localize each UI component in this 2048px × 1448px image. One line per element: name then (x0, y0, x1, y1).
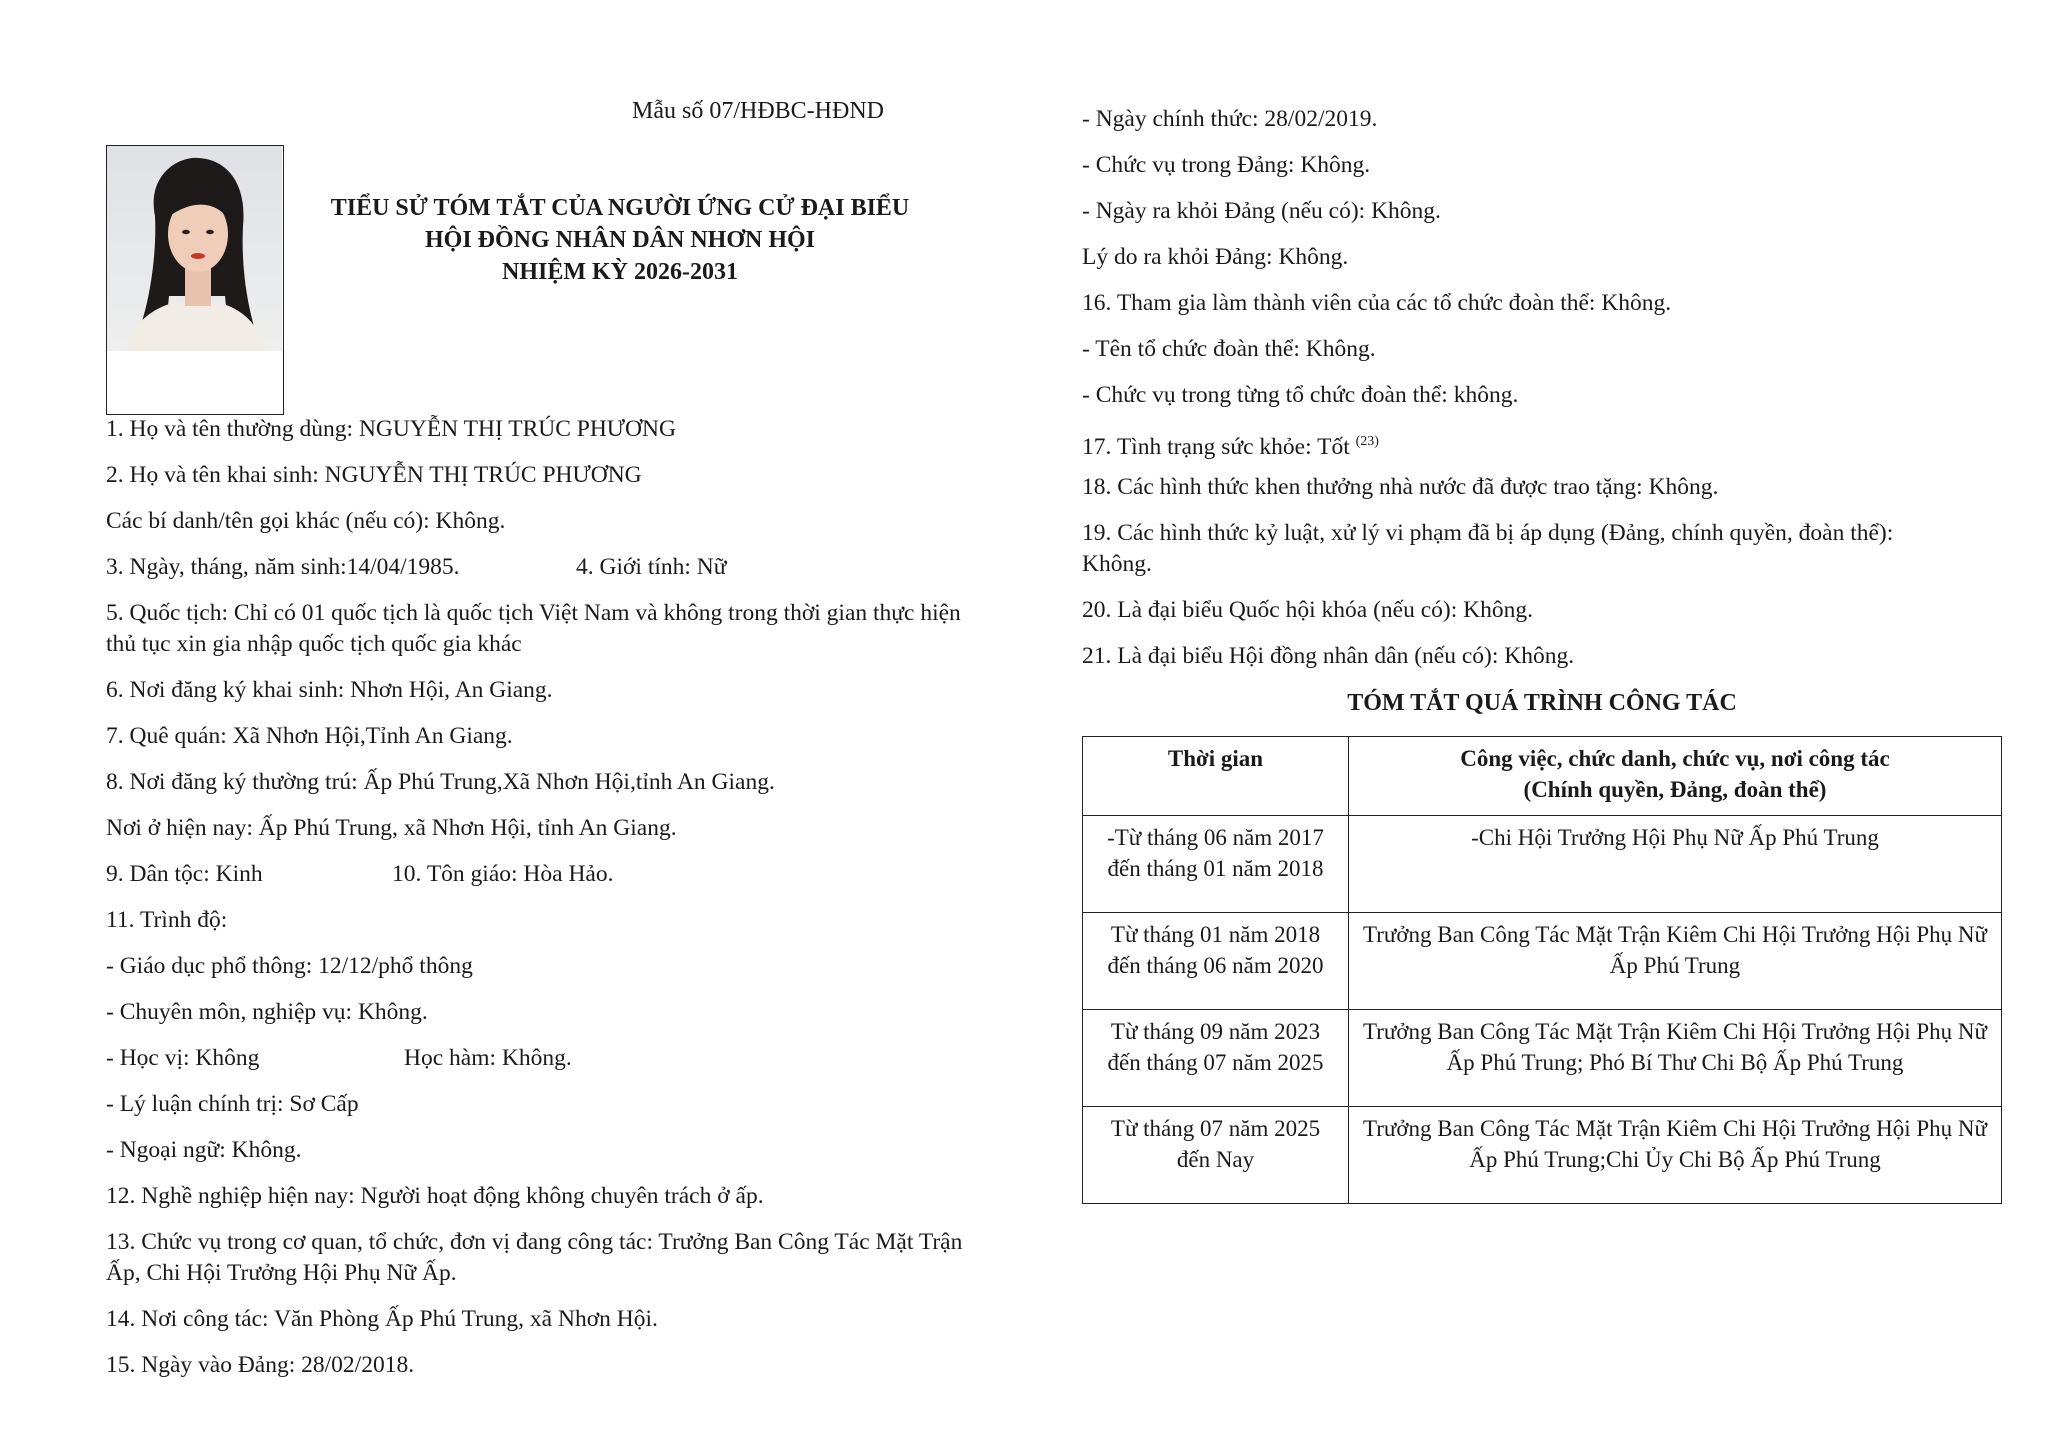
time-cell (1083, 1010, 1349, 1107)
field-religion: 10. Tôn giáo: Hòa Hảo. (392, 861, 614, 887)
field-degree: - Học vị: Không (106, 1045, 260, 1071)
field-discipline: 19. Các hình thức kỷ luật, xử lý vi phạm đã bị áp dụng (Đảng, chính quyền, đoàn thể): Không. (1082, 520, 1894, 577)
field-ethnicity: 9. Dân tộc: Kinh (106, 861, 263, 887)
portrait-silhouette (107, 146, 282, 351)
table-row (1083, 913, 2002, 1010)
work-cell: Trưởng Ban Công Tác Mặt Trận Kiêm Chi Hội Trưởng Hội Phụ Nữ Ấp Phú Trung; Phó Bí Thư Chi Bộ Ấp Phú Trung (1349, 1010, 2002, 1107)
form-code: Mẫu số 07/HĐBC-HĐND (632, 98, 884, 124)
table-row (1083, 1010, 2002, 1107)
field-party-join-date: 15. Ngày vào Đảng: 28/02/2018. (106, 1352, 415, 1378)
field-position: 13. Chức vụ trong cơ quan, tổ chức, đơn vị đang công tác: Trưởng Ban Công Tác Mặt Trận Ấp, Chi Hội Trưởng Hội Phụ Nữ Ấp. (106, 1229, 963, 1286)
time-cell (1083, 816, 1349, 913)
column-header-time: Thời gian (1083, 737, 1349, 816)
footnote-marker: (23) (1355, 434, 1379, 449)
field-common-name: 1. Họ và tên thường dùng: NGUYỄN THỊ TRÚC PHƯƠNG (106, 416, 676, 442)
time-end: đến Nay (1176, 1147, 1255, 1172)
work-cell: -Chi Hội Trưởng Hội Phụ Nữ Ấp Phú Trung (1349, 816, 2002, 913)
time-cell (1083, 1107, 1349, 1204)
field-foreign-language: - Ngoại ngữ: Không. (106, 1137, 302, 1163)
field-birth-name: 2. Họ và tên khai sinh: NGUYỄN THỊ TRÚC PHƯƠNG (106, 462, 642, 488)
work-cell: Trưởng Ban Công Tác Mặt Trận Kiêm Chi Hội Trưởng Hội Phụ Nữ Ấp Phú Trung;Chi Ủy Chi Bộ Ấp Phú Trung (1349, 1107, 2002, 1204)
field-birth-date: 3. Ngày, tháng, năm sinh:14/04/1985. (106, 554, 460, 580)
column-header-work-line2: (Chính quyền, Đảng, đoàn thể) (1523, 777, 1827, 802)
time-end: đến tháng 01 năm 2018 (1107, 856, 1324, 881)
field-political-theory: - Lý luận chính trị: Sơ Cấp (106, 1091, 359, 1117)
work-cell: Trưởng Ban Công Tác Mặt Trận Kiêm Chi Hội Trưởng Hội Phụ Nữ Ấp Phú Trung (1349, 913, 2002, 1010)
time-start: Từ tháng 01 năm 2018 (1110, 922, 1321, 947)
field-national-assembly: 20. Là đại biểu Quốc hội khóa (nếu có): Không. (1082, 597, 1533, 623)
time-start: Từ tháng 07 năm 2025 (1110, 1116, 1321, 1141)
field-organization-name: - Tên tổ chức đoàn thể: Không. (1082, 336, 1376, 362)
field-academic-title: Học hàm: Không. (404, 1045, 572, 1071)
field-qualifications: 11. Trình độ: (106, 907, 228, 933)
time-end: đến tháng 06 năm 2020 (1107, 953, 1324, 978)
field-peoples-council: 21. Là đại biểu Hội đồng nhân dân (nếu có): Không. (1082, 643, 1575, 669)
field-permanent-residence: 8. Nơi đăng ký thường trú: Ấp Phú Trung,Xã Nhơn Hội,tỉnh An Giang. (106, 769, 775, 795)
candidate-photo (106, 145, 284, 415)
field-awards: 18. Các hình thức khen thưởng nhà nước đã được trao tặng: Không. (1082, 474, 1719, 500)
career-heading: TÓM TẮT QUÁ TRÌNH CÔNG TÁC (1347, 690, 1737, 716)
table-row (1083, 1107, 2002, 1204)
field-organization-membership: 16. Tham gia làm thành viên của các tổ chức đoàn thể: Không. (1082, 290, 1672, 316)
column-header-work (1349, 737, 2002, 816)
field-general-education: - Giáo dục phổ thông: 12/12/phổ thông (106, 953, 473, 979)
field-health-text: 17. Tình trạng sức khỏe: Tốt (1082, 433, 1350, 460)
field-official-date: - Ngày chính thức: 28/02/2019. (1082, 106, 1378, 132)
field-hometown: 7. Quê quán: Xã Nhơn Hội,Tỉnh An Giang. (106, 723, 513, 749)
time-end: đến tháng 07 năm 2025 (1107, 1050, 1324, 1075)
column-header-work-line1: Công việc, chức danh, chức vụ, nơi công tác (1460, 746, 1890, 771)
field-organization-position: - Chức vụ trong từng tổ chức đoàn thể: không. (1082, 382, 1519, 408)
document-title-line3: NHIỆM KỲ 2026-2031 (502, 259, 738, 285)
field-gender: 4. Giới tính: Nữ (576, 554, 727, 580)
portrait-image (107, 146, 282, 351)
field-health (1082, 426, 1379, 463)
field-alias: Các bí danh/tên gọi khác (nếu có): Không. (106, 508, 506, 534)
field-nationality: 5. Quốc tịch: Chỉ có 01 quốc tịch là quốc tịch Việt Nam và không trong thời gian thực hiện thủ tục xin gia nhập quốc tịch quốc gia khác (106, 600, 961, 657)
document-title-line1: TIỂU SỬ TÓM TẮT CỦA NGƯỜI ỨNG CỬ ĐẠI BIỂU (330, 195, 910, 221)
field-specialty: - Chuyên môn, nghiệp vụ: Không. (106, 999, 428, 1025)
time-cell (1083, 913, 1349, 1010)
field-party-leave-reason: Lý do ra khỏi Đảng: Không. (1082, 244, 1349, 270)
field-workplace: 14. Nơi công tác: Văn Phòng Ấp Phú Trung, xã Nhơn Hội. (106, 1306, 658, 1332)
field-party-leave-date: - Ngày ra khỏi Đảng (nếu có): Không. (1082, 198, 1441, 224)
time-start: -Từ tháng 06 năm 2017 (1107, 825, 1324, 850)
career-table (1082, 736, 2002, 1204)
field-birth-registration: 6. Nơi đăng ký khai sinh: Nhơn Hội, An Giang. (106, 677, 553, 703)
time-start: Từ tháng 09 năm 2023 (1110, 1019, 1321, 1044)
field-party-position: - Chức vụ trong Đảng: Không. (1082, 152, 1371, 178)
career-table-header (1083, 737, 2002, 816)
table-row (1083, 816, 2002, 913)
field-current-residence: Nơi ở hiện nay: Ấp Phú Trung, xã Nhơn Hội, tỉnh An Giang. (106, 815, 677, 841)
field-occupation: 12. Nghề nghiệp hiện nay: Người hoạt động không chuyên trách ở ấp. (106, 1183, 764, 1209)
document-title-line2: HỘI ĐỒNG NHÂN DÂN NHƠN HỘI (424, 227, 815, 253)
